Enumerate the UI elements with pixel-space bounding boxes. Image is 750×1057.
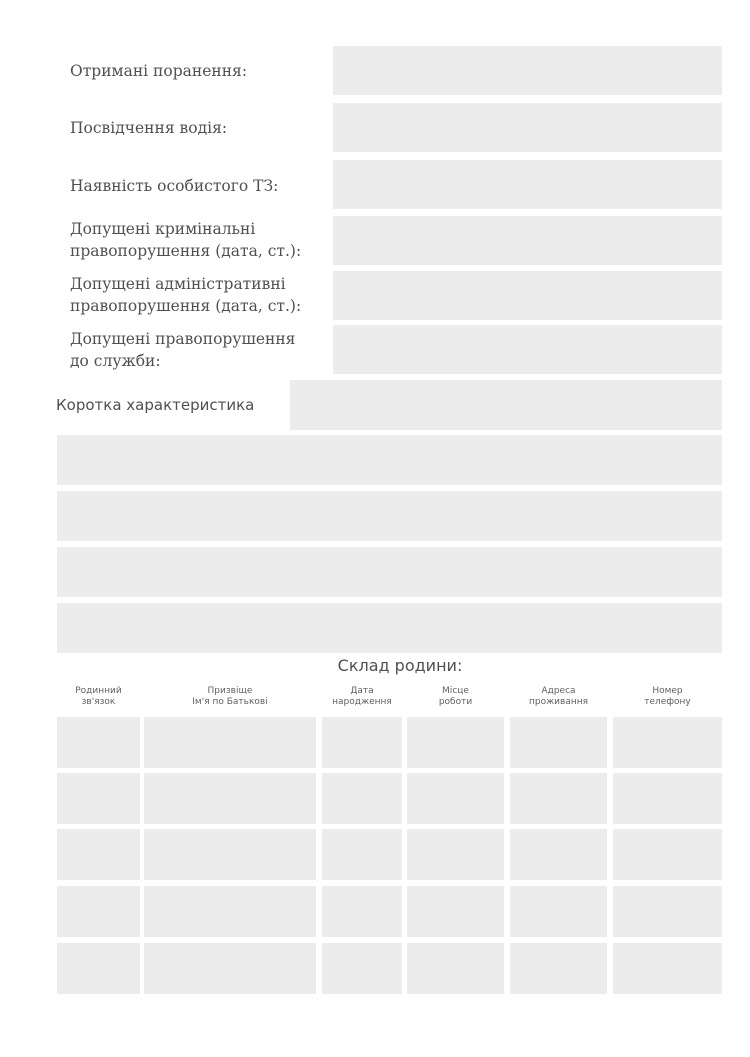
family-table-cell[interactable] bbox=[613, 717, 722, 768]
family-table-cell[interactable] bbox=[144, 773, 316, 824]
characteristic-input-first-line[interactable] bbox=[290, 380, 722, 430]
family-table-cell[interactable] bbox=[613, 886, 722, 937]
column-header-workplace: Місце роботи bbox=[438, 686, 473, 707]
field-input-pre-service-offenses[interactable] bbox=[333, 325, 722, 374]
field-input-personal-vehicle[interactable] bbox=[333, 160, 722, 209]
field-label-pre-service-offenses: Допущені правопорушення до служби: bbox=[70, 330, 296, 370]
family-table-cell[interactable] bbox=[510, 886, 607, 937]
column-header-phone: Номер телефону bbox=[644, 686, 691, 707]
family-table-cell[interactable] bbox=[510, 717, 607, 768]
family-table-cell[interactable] bbox=[613, 943, 722, 994]
characteristic-line[interactable] bbox=[57, 491, 722, 541]
characteristic-line[interactable] bbox=[57, 603, 722, 653]
family-table-cell[interactable] bbox=[57, 773, 140, 824]
column-header-birth-date: Дата народження bbox=[332, 686, 392, 707]
characteristic-line[interactable] bbox=[57, 547, 722, 597]
characteristic-line[interactable] bbox=[57, 435, 722, 485]
family-table-cell[interactable] bbox=[322, 773, 402, 824]
family-table-cell[interactable] bbox=[407, 773, 504, 824]
characteristic-label: Коротка характеристика bbox=[56, 396, 255, 414]
field-label-administrative-offenses: Допущені адміністративні правопорушення (дата, ст.): bbox=[70, 275, 302, 315]
field-input-injuries[interactable] bbox=[333, 46, 722, 95]
family-table-cell[interactable] bbox=[510, 943, 607, 994]
family-table-cell[interactable] bbox=[407, 829, 504, 880]
field-label-injuries: Отримані поранення: bbox=[70, 62, 248, 80]
family-table-cell[interactable] bbox=[144, 829, 316, 880]
family-table-cell[interactable] bbox=[407, 717, 504, 768]
column-header-address: Адреса проживання bbox=[528, 686, 589, 707]
family-table-cell[interactable] bbox=[322, 717, 402, 768]
family-table-cell[interactable] bbox=[57, 829, 140, 880]
family-table-cell[interactable] bbox=[613, 773, 722, 824]
family-table-cell[interactable] bbox=[322, 943, 402, 994]
family-title: Склад родини: bbox=[337, 656, 463, 675]
field-label-personal-vehicle: Наявність особистого ТЗ: bbox=[70, 177, 279, 195]
field-label-driver-license: Посвідчення водія: bbox=[70, 119, 228, 137]
family-table-cell[interactable] bbox=[57, 717, 140, 768]
family-table-cell[interactable] bbox=[144, 886, 316, 937]
family-table-cell[interactable] bbox=[407, 943, 504, 994]
family-table-cell[interactable] bbox=[322, 829, 402, 880]
family-table-cell[interactable] bbox=[57, 943, 140, 994]
field-input-driver-license[interactable] bbox=[333, 103, 722, 152]
field-input-administrative-offenses[interactable] bbox=[333, 271, 722, 320]
column-header-full-name: Призвіще Ім'я по Батькові bbox=[192, 686, 268, 707]
family-table-cell[interactable] bbox=[57, 886, 140, 937]
family-table-cell[interactable] bbox=[322, 886, 402, 937]
family-table-cell[interactable] bbox=[510, 773, 607, 824]
family-table-cell[interactable] bbox=[144, 943, 316, 994]
column-header-relation: Родинний зв'язок bbox=[75, 686, 122, 707]
family-table-cell[interactable] bbox=[510, 829, 607, 880]
field-input-criminal-offenses[interactable] bbox=[333, 216, 722, 265]
family-table-cell[interactable] bbox=[613, 829, 722, 880]
family-table-cell[interactable] bbox=[144, 717, 316, 768]
field-label-criminal-offenses: Допущені кримінальні правопорушення (дата, ст.): bbox=[70, 220, 302, 260]
family-table-cell[interactable] bbox=[407, 886, 504, 937]
